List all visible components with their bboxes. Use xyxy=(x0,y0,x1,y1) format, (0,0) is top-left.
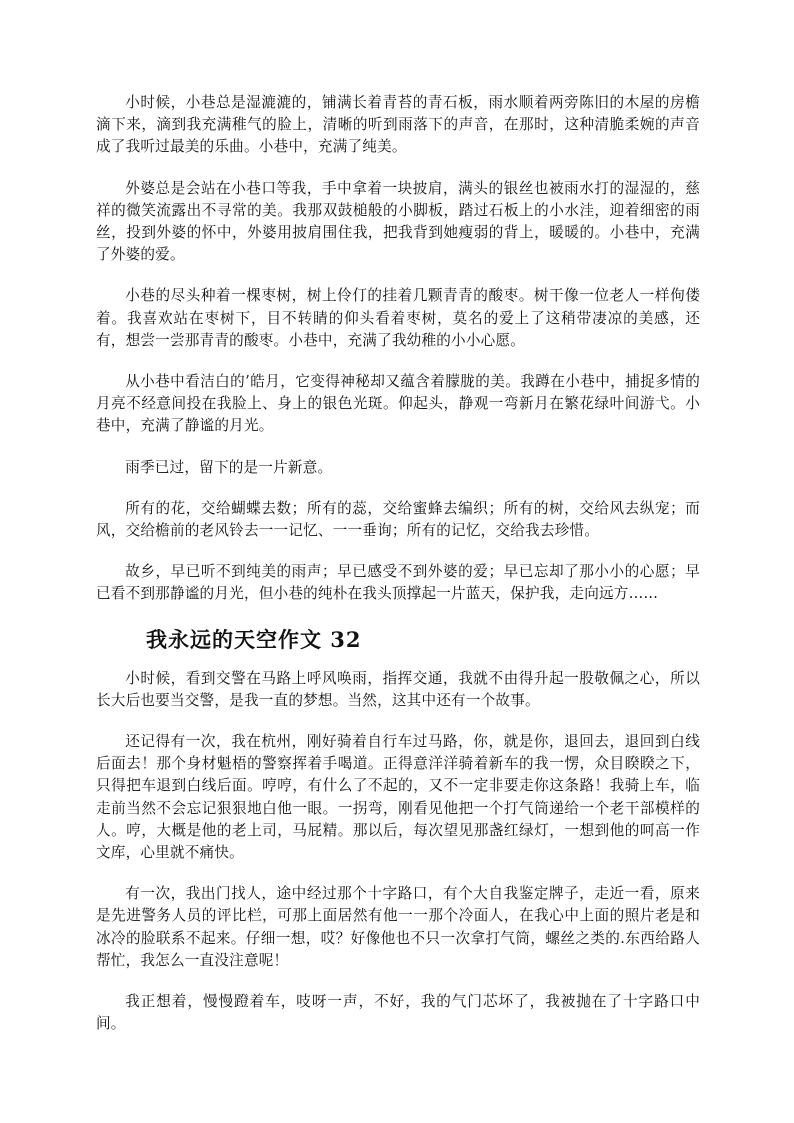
paragraph: 外婆总是会站在小巷口等我，手中拿着一块披肩，满头的银丝也被雨水打的湿湿的，慈祥的微笑流露出不寻常的美。我那双鼓槌般的小脚板，踏过石板上的小水洼，迎着细密的雨丝，投到外婆的怀中，外婆用披肩围住我，把我背到她瘦弱的背上，暖暖的。小巷中，充满了外婆的爱。 xyxy=(96,179,700,264)
paragraph: 还记得有一次，我在杭州，刚好骑着自行车过马路，你，就是你，退回去，退回到白线后面去！那个身材魁梧的警察挥着手喝道。正得意洋洋骑着新车的我一愣，众目睽睽之下，只得把车退到白线后面。哼哼，有什么了不起的，又不一定非要走你这条路！我骑上车，临走前当然不会忘记狠狠地白他一眼。一拐弯，刚看见他把一个打气筒递给一个老干部模样的人。哼，大概是他的老上司，马屁精。那以后，每次望见那盏红绿灯，一想到他的呵高一作文库，心里就不痛快。 xyxy=(96,733,700,862)
paragraph: 小巷的尽头种着一棵枣树，树上伶仃的挂着几颗青青的酸枣。树干像一位老人一样佝偻着。我喜欢站在枣树下，目不转睛的仰头看着枣树，莫名的爱上了这稍带凄凉的美感，还有，想尝一尝那青青的酸枣。小巷中，充满了我幼稚的小小心愿。 xyxy=(96,287,700,349)
paragraph: 故乡，早已听不到纯美的雨声；早已感受不到外婆的爱；早已忘却了那小小的心愿；早已看不到那静谧的月光，但小巷的纯朴在我头顶撑起一片蓝天，保护我，走向远方…… xyxy=(96,563,700,603)
section-title: 我永远的天空作文 32 xyxy=(146,626,362,652)
paragraph: 所有的花，交给蝴蝶去数；所有的蕊，交给蜜蜂去编织；所有的树，交给风去纵宠；而风，交给檐前的老风铃去一一记忆、一一垂询；所有的记忆，交给我去珍惜。 xyxy=(96,499,700,540)
document-body xyxy=(96,92,700,1055)
paragraph: 我正想着，慢慢蹬着车，吱呀一声，不好，我的气门芯坏了，我被抛在了十字路口中间。 xyxy=(96,993,700,1033)
paragraph: 小时候，小巷总是湿漉漉的，铺满长着青苔的青石板，雨水顺着两旁陈旧的木屋的房檐滴下来，滴到我充满稚气的脸上，清晰的听到雨落下的声音，在那时，这种清脆柔婉的声音成了我听过最美的乐曲。小巷中，充满了纯美。 xyxy=(96,94,700,156)
paragraph: 有一次，我出门找人，途中经过那个十字路口，有个大自我鉴定牌子，走近一看，原来是先进警务人员的评比栏，可那上面居然有他一一那个冷面人，在我心中上面的照片老是和冰冷的脸联系不起来。仔细一想，哎？好像他也不只一次拿打气筒，螺丝之类的.东西给路人帮忙，我怎么一直没注意呢！ xyxy=(96,885,700,969)
paragraph: 从小巷中看洁白的’皓月，它变得神秘却又蕴含着朦胧的美。我蹲在小巷中，捕捉多情的月亮不经意间投在我脸上、身上的银色光斑。仰起头，静观一弯新月在繁花绿叶间游弋。小巷中，充满了静谧的月光。 xyxy=(96,373,700,435)
paragraph: 雨季已过，留下的是一片新意。 xyxy=(125,458,333,476)
paragraph: 小时候，看到交警在马路上呼风唤雨，指挥交通，我就不由得升起一股敬佩之心，所以长大后也要当交警，是我一直的梦想。当然，这其中还有一个故事。 xyxy=(96,669,700,709)
